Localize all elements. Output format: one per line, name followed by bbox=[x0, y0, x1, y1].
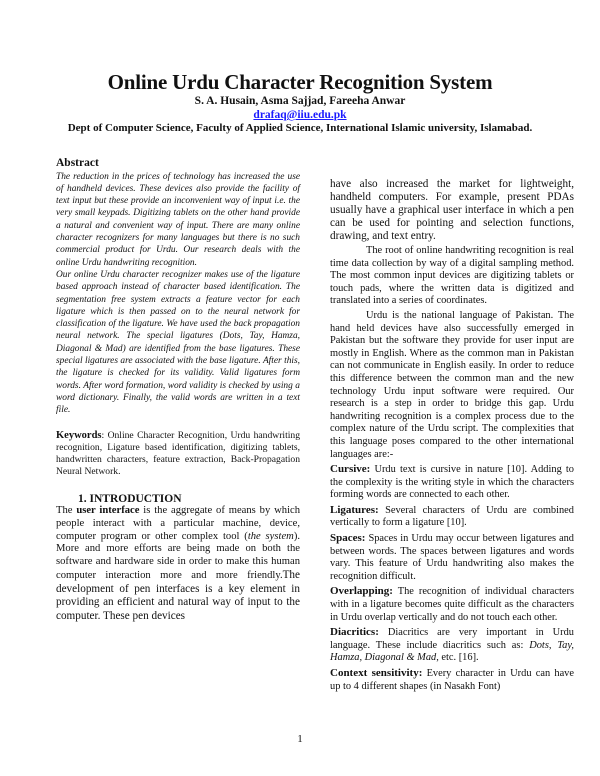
introduction-paragraph-1 bbox=[56, 505, 300, 623]
complexity-term: Cursive: bbox=[330, 463, 371, 476]
keywords-label: Keywords bbox=[56, 429, 102, 441]
complexity-item bbox=[330, 504, 574, 530]
complexity-term: Spaces: bbox=[330, 532, 366, 545]
complexity-item bbox=[330, 667, 574, 693]
intro-text: The bbox=[56, 505, 77, 517]
email-link[interactable]: drafaq@iiu.edu.pk bbox=[253, 109, 347, 121]
complexity-italic: Dots, Tay, Hamza, Diagonal & Mad bbox=[330, 639, 574, 664]
intro-text-continued: The development of pen interfaces is a key element in providing an efficient and natural way of input to the computer. These pen devices bbox=[56, 568, 300, 622]
introduction-paragraph-1-continued: have also increased the market for lightweight, handheld computers. For example, present PDAs usually have a graphical user interface in which a pen can be used for pointing and selection functions, drawing, and text entry. bbox=[330, 178, 574, 242]
left-column bbox=[56, 157, 300, 624]
complexity-list bbox=[330, 463, 574, 693]
author-email bbox=[0, 109, 600, 121]
complexity-text: Diacritics are very important in Urdu language. These include diacritics such as: bbox=[330, 627, 574, 651]
complexity-item bbox=[330, 463, 574, 502]
intro-text: ). More and more efforts are being made on both the software and hardware side in order to make this human computer interaction more and more friendly. bbox=[56, 530, 300, 581]
complexity-item bbox=[330, 585, 574, 624]
paper-title: Online Urdu Character Recognition System bbox=[107, 70, 493, 94]
complexity-term: Overlapping: bbox=[330, 585, 393, 598]
page-number: 1 bbox=[297, 733, 303, 745]
keywords-text: : Online Character Recognition, Urdu handwriting recognition, Ligature based identification, digitizing tablets, handwritten characters, feature extraction, Back-Propagation Neural Network. bbox=[56, 429, 300, 478]
introduction-paragraph-2: The root of online handwriting recognition is real time data collection by way of a digital sampling method. The most common input devices are digitizing tablets or touch pads, where the written data is digitized and translated into a series of coordinates. bbox=[330, 245, 574, 307]
complexity-text: , etc. [16]. bbox=[436, 652, 479, 664]
complexity-item bbox=[330, 532, 574, 583]
introduction-paragraph-3: Urdu is the national language of Pakistan. The hand held devices have also successfully emerged in Pakistan but the software they provide for user input are mostly in English. Where as the common man in Pakistan can not communicate in English easily. In order to reduce this difference between the common man and the new technology Urdu input software were required. Our research is a step in order to bridge this gap. Urdu handwriting recognition is a complex process due to the complex nature of the Urdu script. The complexities that this language poses compared to the other international languages are:- bbox=[330, 309, 574, 460]
keywords bbox=[56, 430, 300, 479]
abstract-paragraph-1: The reduction in the prices of technology has increased the use of handheld devices. These devices also provide the facility of text input but these provide an inconvenient way of input i.e. the very small keypads. Digitizing tablets on the other hand provide a natural and convenient way of input. There are many online character recognizers for many languages but there is no such commercial product for Urdu. Our research deals with the online Urdu handwriting recognition. bbox=[56, 171, 300, 268]
complexity-text: Several characters of Urdu are combined vertically to form a ligature [10]. bbox=[330, 504, 574, 529]
complexity-text: Urdu text is cursive in nature [10]. Adding to the complexity is the writing style in which the characters forming words are connected to each other. bbox=[330, 464, 574, 501]
introduction-heading: 1. INTRODUCTION bbox=[78, 492, 182, 505]
intro-italic: the system bbox=[247, 530, 294, 542]
complexity-term: Diacritics: bbox=[330, 626, 379, 639]
intro-term: user interface bbox=[76, 505, 140, 517]
complexity-item bbox=[330, 626, 574, 665]
abstract-paragraph-2: Our online Urdu character recognizer makes use of the ligature based approach instead of character based identification. The segmentation free system extracts a feature vector for each ligature which is then passed on to the neural network for classification of the ligature. We have used the back propagation neural network. The special ligatures (Dots, Tay, Hamza, Diagonal & Mad) are identified from the base ligatures. These special ligatures are associated with the base ligature. After this, the ligature is checked for its validity. Valid ligatures form words. After word formation, word validity is checked by using a word dictionary. Finally, the valid words are written in a text file. bbox=[56, 269, 300, 416]
intro-text: is the aggregate of means by which people interact with a particular machine, device, computer program or other complex tool ( bbox=[56, 505, 301, 542]
complexity-text: The recognition of individual characters with in a ligature becomes quite difficult as the characters in Urdu overlap vertically and do not touch each other. bbox=[330, 586, 574, 623]
right-column bbox=[330, 178, 574, 695]
abstract-heading: Abstract bbox=[56, 157, 99, 169]
complexity-term: Ligatures: bbox=[330, 503, 379, 516]
complexity-text: Spaces in Urdu may occur between ligatures and between words. The spaces between ligatures and words vary. This feature of Urdu handwriting also makes the recognition difficult. bbox=[330, 533, 574, 582]
paper-authors: S. A. Husain, Asma Sajjad, Fareeha Anwar bbox=[194, 95, 406, 107]
complexity-text: Every character in Urdu can have up to 4 different shapes (in Nasakh Font) bbox=[330, 668, 574, 692]
complexity-term: Context sensitivity: bbox=[330, 667, 423, 679]
affiliation: Dept of Computer Science, Faculty of Applied Science, International Islamic university, Islamabad. bbox=[67, 122, 533, 134]
